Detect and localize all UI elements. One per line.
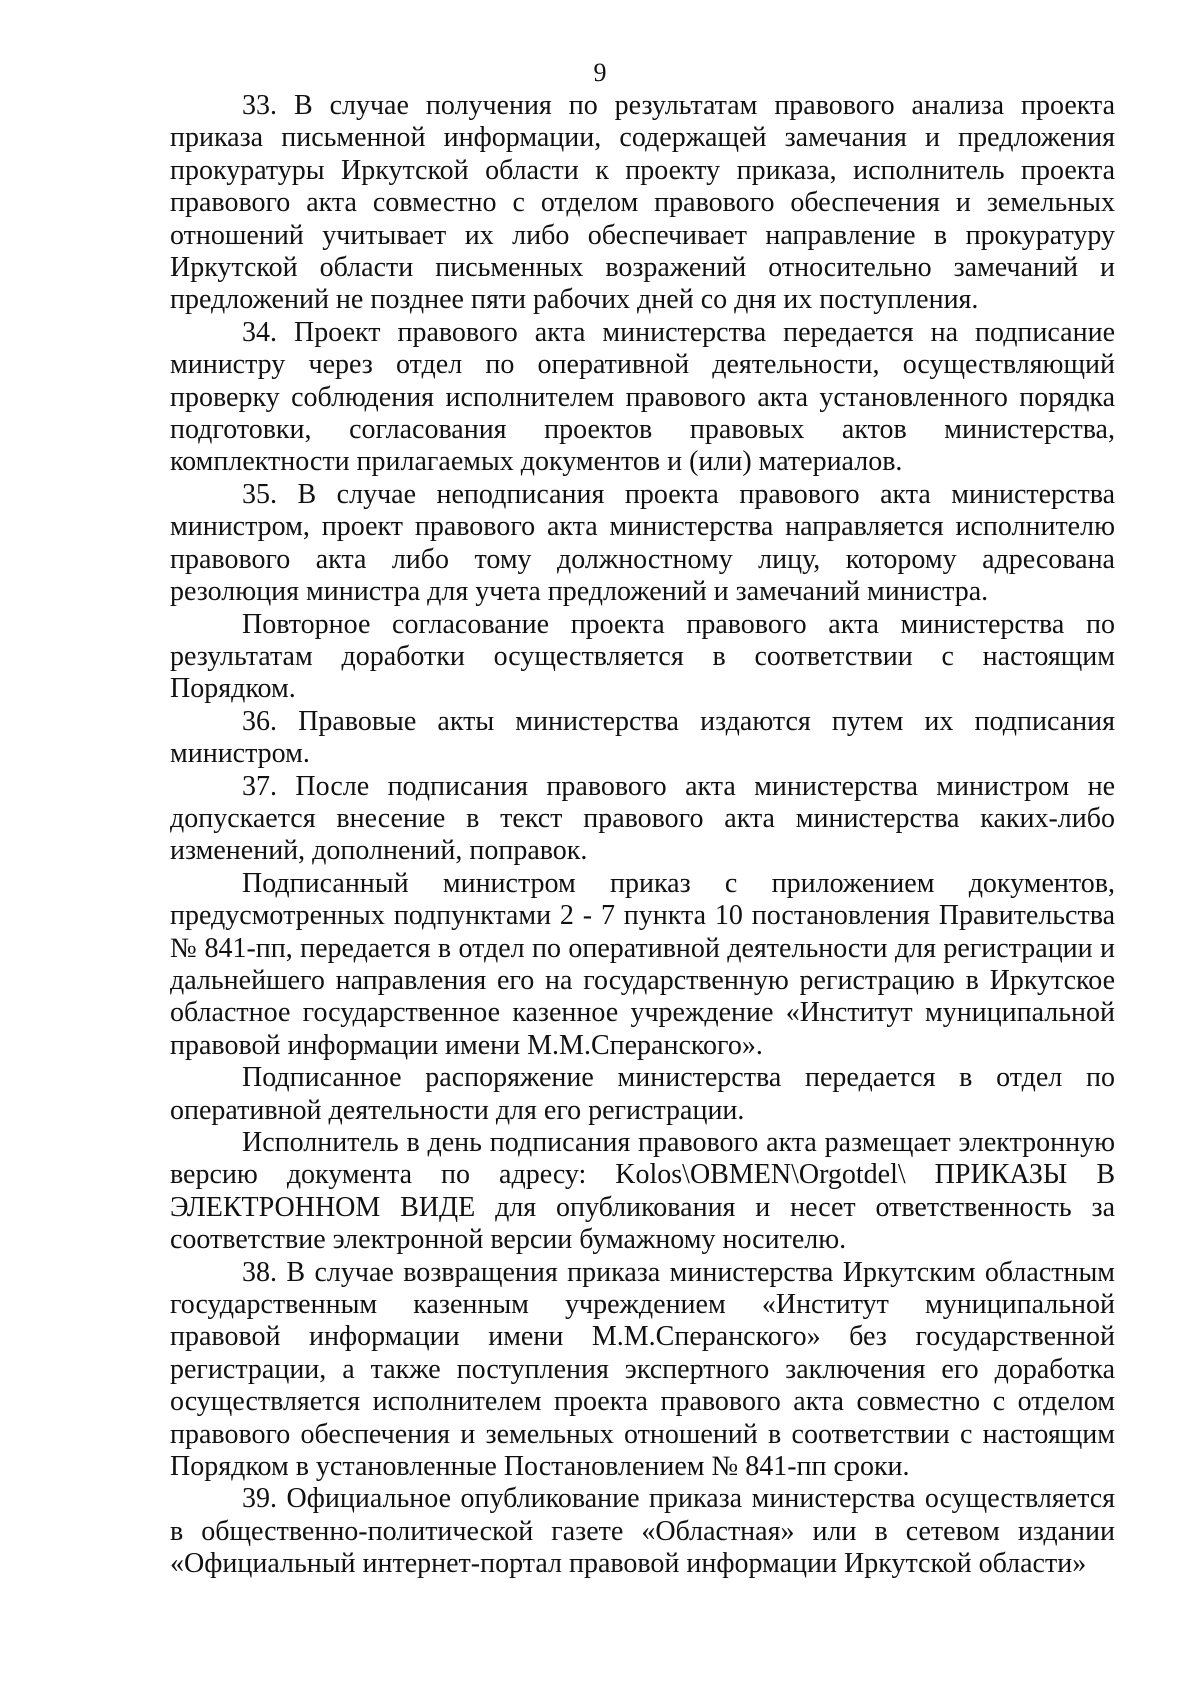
document-body: [170, 90, 1115, 1581]
paragraph-37: 37. После подписания правового акта министерства министром не допускается внесение в текст правового акта министерства каких-либо изменений, дополнений, поправок.: [170, 770, 1115, 867]
paragraph-35: 35. В случае неподписания проекта правового акта министерства министром, проект правового акта министерства направляется исполнителю правового акта либо тому должностному лицу, которому адресована резолюция министра для учета предложений и замечаний министра.: [170, 478, 1115, 608]
paragraph-37-signed-order: Подписанный министром приказ с приложением документов, предусмотренных подпунктами 2 - 7 пункта 10 постановления Правительства № 841-пп, передается в отдел по оперативной деятельности для регистрации и дальнейшего направления его на государственную регистрацию в Иркутское областное государственное казенное учреждение «Институт муниципальной правовой информации имени М.М.Сперанского».: [170, 867, 1115, 1061]
paragraph-39: 39. Официальное опубликование приказа министерства осуществляется в общественно-политической газете «Областная» или в сетевом издании «Официальный интернет-портал правовой информации Иркутской области»: [170, 1483, 1115, 1580]
paragraph-37-signed-directive: Подписанное распоряжение министерства передается в отдел по оперативной деятельности для его регистрации.: [170, 1062, 1115, 1126]
paragraph-33: 33. В случае получения по результатам правового анализа проекта приказа письменной информации, содержащей замечания и предложения прокуратуры Иркутской области к проекту приказа, исполнитель проекта правового акта совместно с отделом правового обеспечения и земельных отношений учитывает их либо обеспечивает направление в прокуратуру Иркутской области письменных возражений относительно замечаний и предложений не позднее пяти рабочих дней со дня их поступления.: [170, 90, 1115, 316]
paragraph-38: 38. В случае возвращения приказа министерства Иркутским областным государственным казенным учреждением «Институт муниципальной правовой информации имени М.М.Сперанского» без государственной регистрации, а также поступления экспертного заключения его доработка осуществляется исполнителем проекта правового акта совместно с отделом правового обеспечения и земельных отношений в соответствии с настоящим Порядком в установленные Постановлением № 841-пп сроки.: [170, 1256, 1115, 1483]
paragraph-34: 34. Проект правового акта министерства передается на подписание министру через отдел по оперативной деятельности, осуществляющий проверку соблюдения исполнителем правового акта установленного порядка подготовки, согласования проектов правовых актов министерства, комплектности прилагаемых документов и (или) материалов.: [170, 316, 1115, 478]
page-number: 9: [593, 58, 607, 87]
paragraph-37-electronic-version: Исполнитель в день подписания правового акта размещает электронную версию документа по адресу: Kolos\OBMEN\Orgotdel\ ПРИКАЗЫ В ЭЛЕКТРОННОМ ВИДЕ для опубликования и несет ответственность за соответствие электронной версии бумажному носителю.: [170, 1127, 1115, 1256]
paragraph-36: 36. Правовые акты министерства издаются путем их подписания министром.: [170, 705, 1115, 770]
paragraph-35-repeat-approval: Повторное согласование проекта правового акта министерства по результатам доработки осуществляется в соответствии с настоящим Порядком.: [170, 608, 1115, 705]
